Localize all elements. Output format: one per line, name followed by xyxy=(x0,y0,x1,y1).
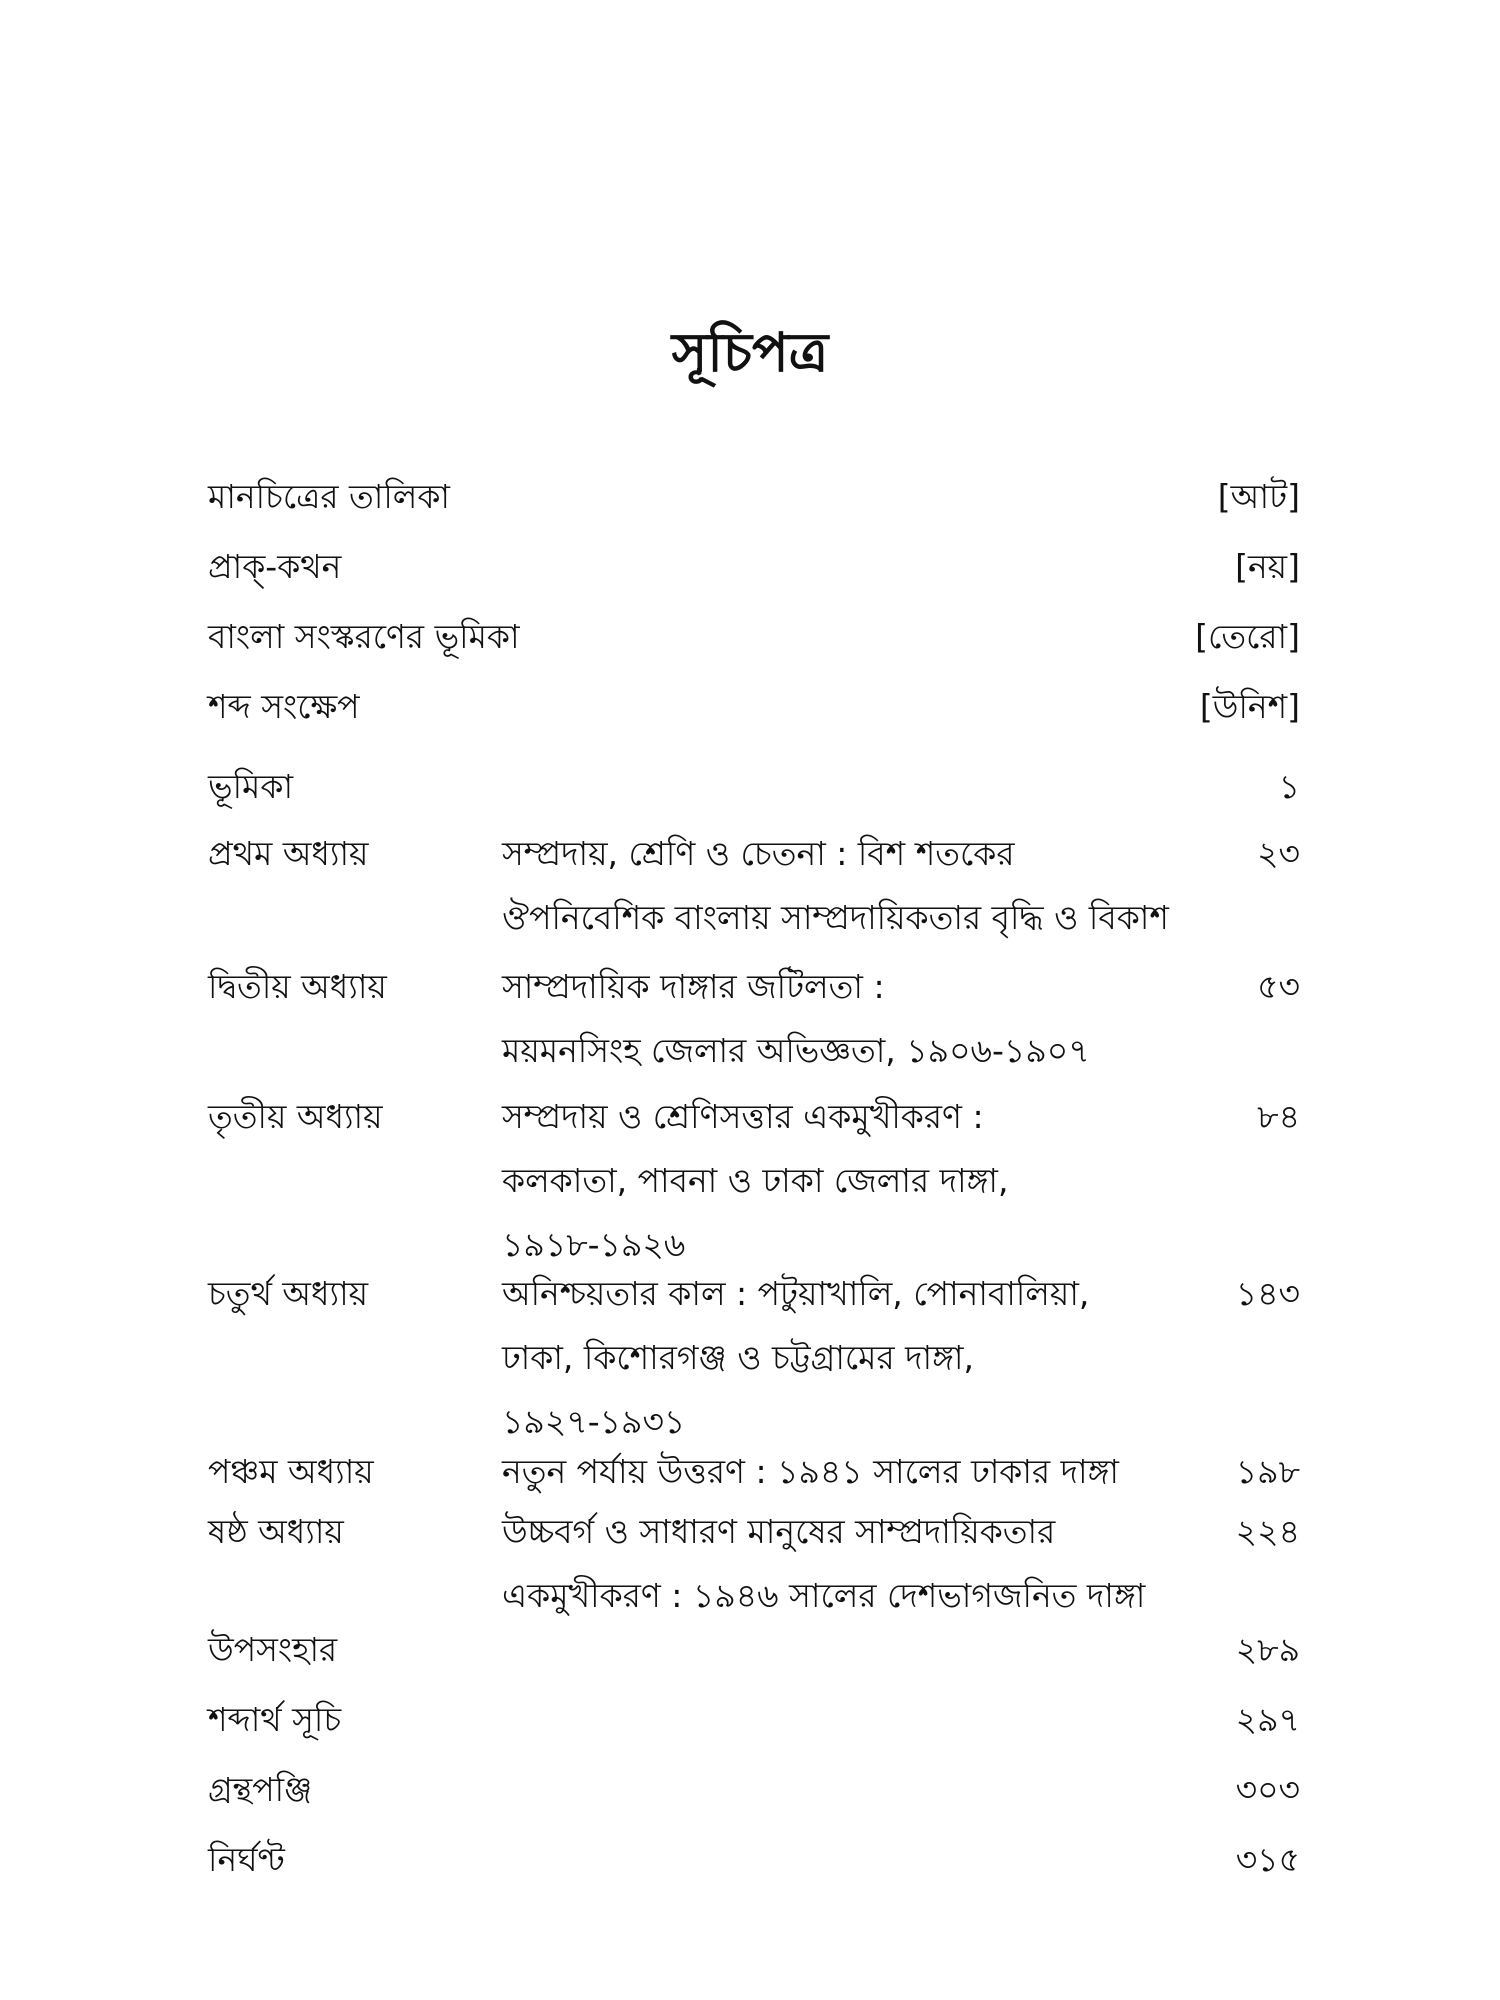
toc-entry-label: দ্বিতীয় অধ্যায় xyxy=(208,967,387,1006)
toc-entry-description-line: ১৯২৭-১৯৩১ xyxy=(502,1402,686,1441)
toc-entry-label: শব্দার্থ সূচি xyxy=(208,1700,342,1739)
toc-entry-page: ২৩ xyxy=(1257,834,1300,873)
toc-entry-label: নির্ঘণ্ট xyxy=(208,1840,285,1879)
toc-entry-page: ৫৩ xyxy=(1257,967,1300,1006)
toc-entry-page: [উনিশ] xyxy=(1199,687,1300,726)
toc-entry-description-line: ঢাকা, কিশোরগঞ্জ ও চট্টগ্রামের দাঙ্গা, xyxy=(502,1338,974,1377)
toc-entry-page: ১৪৩ xyxy=(1235,1274,1300,1313)
toc-entry-label: উপসংহার xyxy=(208,1630,338,1669)
toc-entry-description xyxy=(502,955,1262,1083)
toc-entry-page: ১৯৮ xyxy=(1235,1452,1300,1491)
toc-entry-description-line: সম্প্রদায়, শ্রেণি ও চেতনা : বিশ শতকের xyxy=(502,834,1015,873)
toc-entry-page: ২২৪ xyxy=(1235,1512,1300,1551)
toc-entry-page: ৩০৩ xyxy=(1235,1770,1300,1809)
toc-entry-label: প্রথম অধ্যায় xyxy=(208,834,369,873)
toc-entry-label: প্রাক্-কথন xyxy=(208,547,342,586)
toc-entry-description-line: সম্প্রদায় ও শ্রেণিসত্তার একমুখীকরণ : xyxy=(502,1097,984,1136)
toc-entry-description xyxy=(502,1262,1262,1454)
toc-entry-label: মানচিত্রের তালিকা xyxy=(208,477,451,516)
toc-entry-label: তৃতীয় অধ্যায় xyxy=(208,1097,383,1136)
toc-entry-page: [নয়] xyxy=(1235,547,1300,586)
toc-entry-page: ২৮৯ xyxy=(1235,1630,1300,1669)
toc-entry-page: ২৯৭ xyxy=(1235,1700,1300,1739)
toc-entry-label: ষষ্ঠ অধ্যায় xyxy=(208,1512,344,1551)
toc-entry-description xyxy=(502,1085,1262,1277)
toc-entry-label: চতুর্থ অধ্যায় xyxy=(208,1274,369,1313)
toc-entry-description-line: উচ্চবর্গ ও সাধারণ মানুষের সাম্প্রদায়িকতার xyxy=(502,1512,1056,1551)
toc-entry-description-line: একমুখীকরণ : ১৯৪৬ সালের দেশভাগজনিত দাঙ্গা xyxy=(502,1576,1146,1615)
toc-entry-page: ৩১৫ xyxy=(1235,1840,1300,1879)
toc-entry-label: শব্দ সংক্ষেপ xyxy=(208,687,360,726)
toc-entry-page: [তেরো] xyxy=(1195,617,1300,656)
toc-entry-description-line: কলকাতা, পাবনা ও ঢাকা জেলার দাঙ্গা, xyxy=(502,1161,1009,1200)
toc-entry-description-line: অনিশ্চয়তার কাল : পটুয়াখালি, পোনাবালিয়া, xyxy=(502,1274,1090,1313)
toc-entry-page: ৮৪ xyxy=(1257,1097,1300,1136)
toc-entry-page: [আট] xyxy=(1217,477,1300,516)
toc-entry-label: ভূমিকা xyxy=(208,767,294,806)
toc-entry-description-line: ময়মনসিংহ জেলার অভিজ্ঞতা, ১৯০৬-১৯০৭ xyxy=(502,1031,1090,1070)
toc-entry-page: ১ xyxy=(1278,767,1300,806)
page-title: সূচিপত্র xyxy=(671,321,829,384)
toc-entry-label: পঞ্চম অধ্যায় xyxy=(208,1452,374,1491)
toc-entry-label: গ্রন্থপঞ্জি xyxy=(208,1770,313,1809)
toc-entry-description xyxy=(502,1500,1262,1628)
toc-entry-description-line: ঔপনিবেশিক বাংলায় সাম্প্রদায়িকতার বৃদ্ধি ও বিকাশ xyxy=(502,898,1169,937)
toc-entry-description-line: নতুন পর্যায় উত্তরণ : ১৯৪১ সালের ঢাকার দাঙ্গা xyxy=(502,1452,1119,1491)
toc-entry-description xyxy=(502,822,1262,950)
toc-entry-label: বাংলা সংস্করণের ভূমিকা xyxy=(208,617,520,656)
toc-entry-description-line: সাম্প্রদায়িক দাঙ্গার জটিলতা : xyxy=(502,967,885,1006)
toc-entry-description-line: ১৯১৮-১৯২৬ xyxy=(502,1225,686,1264)
toc-entry-description xyxy=(502,1440,1262,1504)
